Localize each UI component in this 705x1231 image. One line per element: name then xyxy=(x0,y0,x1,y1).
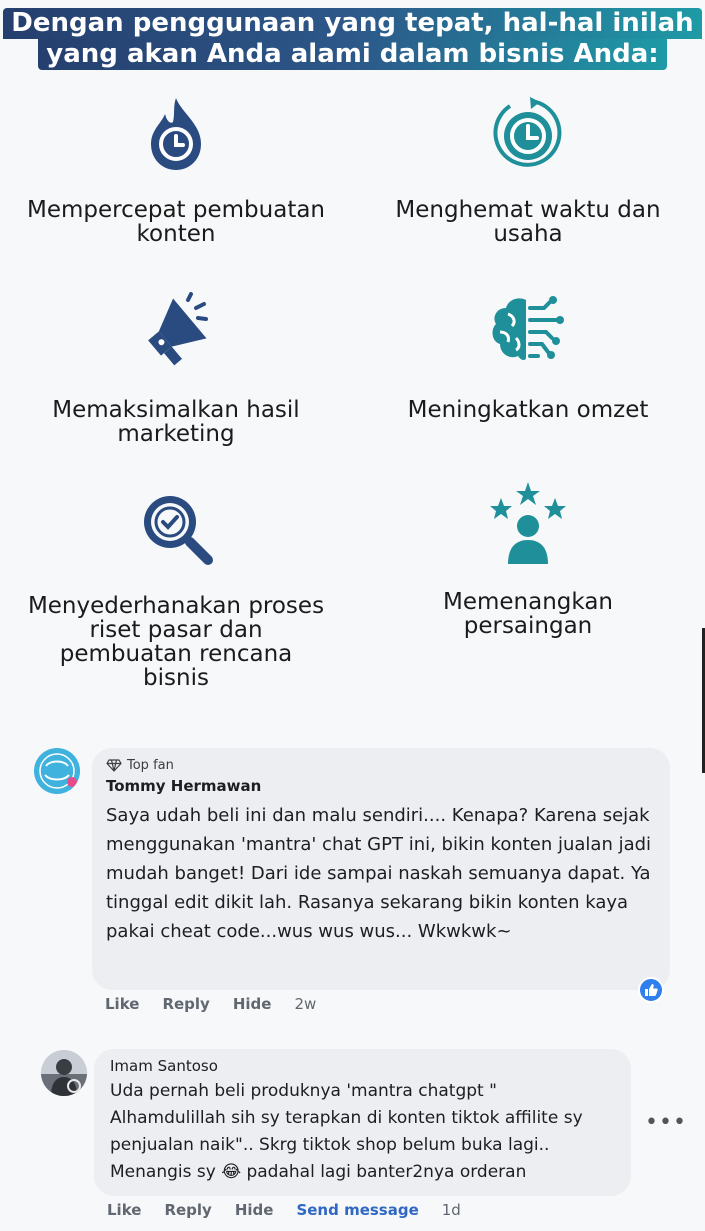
avatar[interactable] xyxy=(41,1050,87,1096)
comment-bubble xyxy=(94,1049,631,1196)
feature-item xyxy=(352,480,704,638)
feature-item xyxy=(352,292,704,422)
commenter-name[interactable]: Tommy Hermawan xyxy=(106,777,262,795)
thumbs-up-icon xyxy=(644,983,658,997)
feature-label: Menghemat waktu dan usaha xyxy=(395,197,661,247)
like-reaction-badge[interactable] xyxy=(638,977,664,1003)
clock-icon xyxy=(490,94,566,174)
hide-action[interactable]: Hide xyxy=(232,995,272,1013)
comment-actions xyxy=(105,995,316,1013)
diamond-icon xyxy=(106,759,122,772)
feature-item xyxy=(352,94,704,246)
feature-item xyxy=(0,94,352,246)
person-stars-icon xyxy=(483,480,573,566)
water-clock-icon xyxy=(141,94,211,174)
feature-label: Memaksimalkan hasil marketing xyxy=(52,397,300,447)
feature-label: Meningkatkan omzet xyxy=(407,397,649,423)
send-message-action[interactable]: Send message xyxy=(296,1201,419,1219)
like-action[interactable]: Like xyxy=(105,995,140,1013)
headline-banner xyxy=(0,8,705,70)
feature-item xyxy=(0,490,352,690)
feature-label: Menyederhanakan proses riset pasar dan pembuatan rencana bisnis xyxy=(27,593,325,691)
avatar-logo-icon xyxy=(34,748,80,794)
comment-timestamp[interactable]: 1d xyxy=(441,1201,461,1219)
reply-action[interactable]: Reply xyxy=(164,1201,212,1219)
reply-action[interactable]: Reply xyxy=(162,995,210,1013)
magnifier-check-icon xyxy=(138,490,214,566)
badge-label: Top fan xyxy=(127,758,174,773)
top-fan-badge xyxy=(106,758,656,773)
feature-label: Mempercepat pembuatan konten xyxy=(26,197,326,247)
commenter-name[interactable]: Imam Santoso xyxy=(110,1057,218,1075)
feature-item xyxy=(0,292,352,446)
avatar[interactable] xyxy=(34,748,80,794)
feature-label: Memenangkan persaingan xyxy=(443,589,613,639)
headline-line-2: yang akan Anda alami dalam bisnis Anda: xyxy=(38,39,666,70)
comment-text: Saya udah beli ini dan malu sendiri.... Kenapa? Karena sejak menggunakan 'mantra' chat GPT ini, bikin konten jualan jadi mudah banget! Dari ide sampai naskah semuanya dapat. Ya tinggal edit dikit lah. Rasanya sekarang bikin konten kaya pakai cheat code...wus wus wus... Wkwkwk~ xyxy=(106,805,652,942)
comment-actions xyxy=(107,1201,461,1219)
comment-timestamp[interactable]: 2w xyxy=(294,995,317,1013)
brain-circuit-icon xyxy=(486,292,570,368)
headline-line-1: Dengan penggunaan yang tepat, hal-hal inilah xyxy=(3,8,701,39)
hide-action[interactable]: Hide xyxy=(234,1201,274,1219)
megaphone-icon xyxy=(138,292,214,368)
more-options-icon[interactable]: ••• xyxy=(645,1110,687,1135)
comment-text: Uda pernah beli produknya 'mantra chatgpt " Alhamdulillah sih sy terapkan di konten tiktok affilite sy penjualan naik".. Skrg tiktok shop belum buka lagi.. Menangis sy 😂 padahal lagi banter2nya orderan xyxy=(110,1081,583,1182)
comment-bubble xyxy=(92,748,670,990)
like-action[interactable]: Like xyxy=(107,1201,142,1219)
user-photo-icon xyxy=(41,1050,87,1096)
